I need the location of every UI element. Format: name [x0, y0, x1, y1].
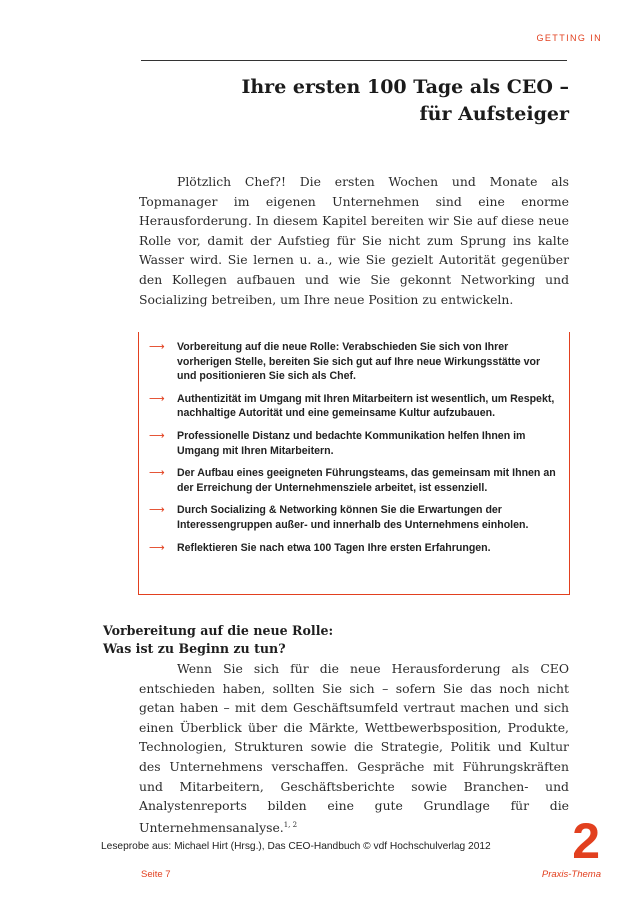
summary-item-text: Reflektieren Sie nach etwa 100 Tagen Ihre ersten Erfahrungen.: [177, 541, 491, 554]
section-heading-line-2: Was ist zu Beginn zu tun?: [103, 641, 286, 656]
arrow-right-icon: ⟶: [149, 466, 165, 480]
arrow-right-icon: ⟶: [149, 340, 165, 353]
page-number: Seite 7: [141, 869, 171, 880]
top-rule: [141, 60, 567, 61]
section-heading: [103, 622, 333, 658]
page-title: [141, 74, 569, 128]
summary-item-text: Professionelle Distanz und bedachte Kommunikation helfen Ihnen im Umgang mit Ihren Mitarbeitern.: [177, 429, 526, 457]
section-text: [139, 659, 569, 837]
excerpt-notice: Leseprobe aus: Michael Hirt (Hrsg.), Das CEO-Handbuch © vdf Hochschulverlag 2012: [101, 841, 491, 852]
summary-box: [138, 332, 570, 595]
arrow-right-icon: ⟶: [149, 391, 165, 405]
summary-item: [149, 392, 559, 421]
intro-paragraph: [139, 172, 569, 309]
summary-item: [149, 340, 559, 384]
arrow-right-icon: ⟶: [149, 540, 165, 554]
summary-item-text: Vorbereitung auf die neue Rolle: Verabschieden Sie sich von Ihrer vorherigen Stelle, bereiten Sie sich gut auf Ihre neue Wirkungsstätte vor und positionieren Sie sich als Chef.: [177, 341, 541, 383]
summary-item: [149, 503, 559, 532]
summary-list: [139, 332, 569, 555]
footnote-reference[interactable]: 1, 2: [283, 820, 298, 829]
arrow-right-icon: ⟶: [149, 428, 165, 442]
title-line-2: für Aufsteiger: [419, 103, 569, 125]
summary-item: [149, 429, 559, 458]
arrow-right-icon: ⟶: [149, 503, 165, 517]
chapter-number: 2: [572, 813, 600, 869]
intro-text: Plötzlich Chef?! Die ersten Wochen und Monate als Topmanager im eigenen Unternehmen sind eine enorme Herausforderung. In diesem Kapitel bereiten wir Sie auf diese neue Rolle vor, damit der Aufstieg für Sie nicht zum Sprung ins kalte Wasser wird. Sie lernen u. a., wie Sie gezielt Autorität gegenüber den Kollegen aufbauen und wie Sie gekonnt Networking und Socializing betreiben, um Ihre neue Position zu entwickeln.: [139, 174, 569, 307]
summary-item: [149, 466, 559, 495]
section-body: [139, 659, 569, 837]
summary-item-text: Der Aufbau eines geeigneten Führungsteams, das gemeinsam mit Ihnen an der Erreichung der Unternehmensziele arbeitet, ist essenziell.: [177, 467, 556, 494]
chapter-label: Praxis-Thema: [541, 869, 601, 880]
summary-item-text: Authentizität im Umgang mit Ihren Mitarbeitern ist wesentlich, um Respekt, nachhaltige Autorität und eine gemeinsame Kultur aufzubauen.: [177, 392, 555, 420]
section-heading-line-1: Vorbereitung auf die neue Rolle:: [103, 623, 334, 638]
summary-item-text: Durch Socializing & Networking können Sie die Erwartungen der Interessengruppen außer- und innerhalb des Unternehmens einholen.: [177, 504, 529, 531]
title-line-1: Ihre ersten 100 Tage als CEO –: [241, 76, 569, 98]
section-text-content: Wenn Sie sich für die neue Herausforderung als CEO entschieden haben, sollten Sie sich – sofern Sie das noch nicht getan haben – mit dem Geschäftsumfeld vertraut machen und sich einen Überblick über die Märkte, Wettbewerbsposition, Produkte, Technologien, Strukturen sowie die Strategie, Politik und Kultur des Unternehmens verschaffen. Gespräche mit Führungskräften und Mitarbeitern, Geschäftsberichte sowie Branchen- und Analystenreports bilden eine gute Grundlage für die Unternehmensanalyse.: [139, 661, 569, 835]
summary-item: [149, 541, 559, 556]
section-tag: GETTING IN: [536, 33, 602, 43]
